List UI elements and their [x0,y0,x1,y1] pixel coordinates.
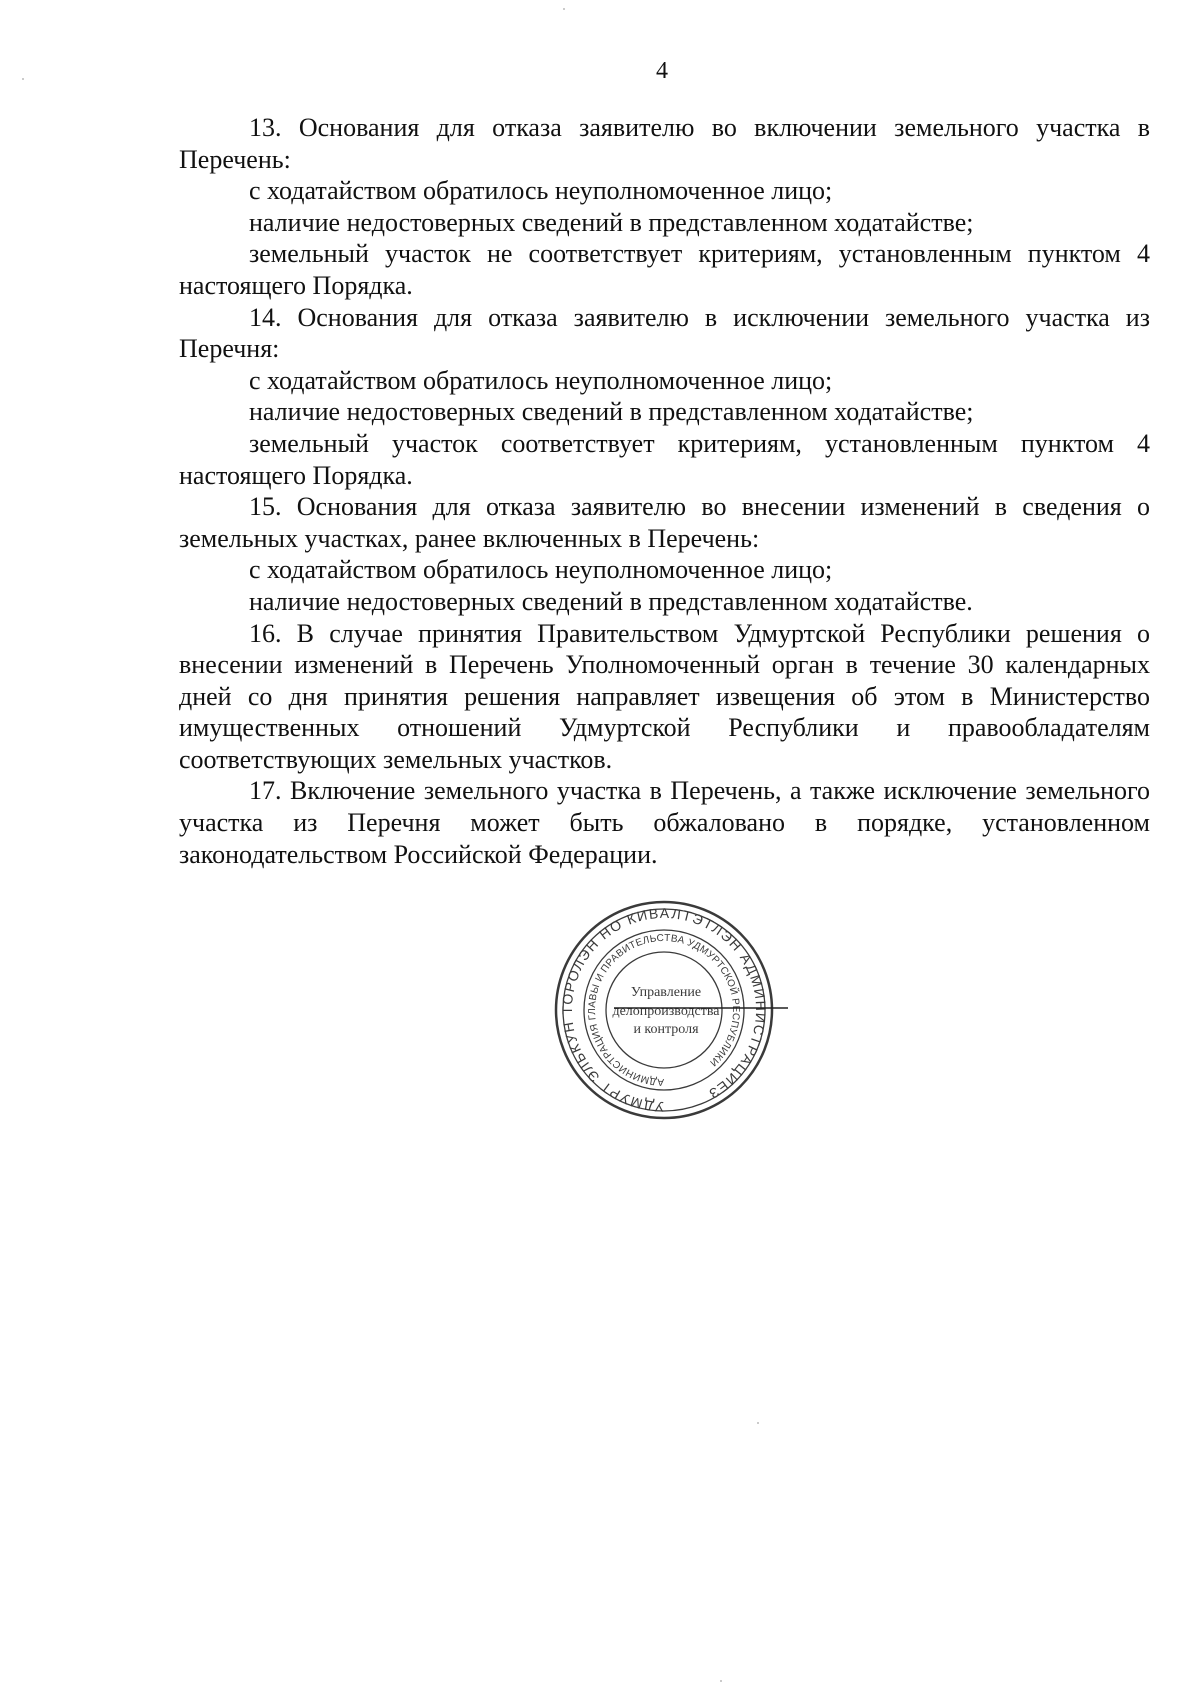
paragraph-14-item-1: с ходатайством обратилось неуполномоченное лицо; [249,365,833,395]
scan-speck [720,1680,722,1682]
official-stamp [536,898,792,1122]
paragraph-13-heading: 13. Основания для отказа заявителю во включении земельного участка в Перечень: [179,113,1150,174]
paragraph-14-heading: 14. Основания для отказа заявителю в исключении земельного участка из Перечня: [179,302,1150,364]
paragraph-16: 16. В случае принятия Правительством Удмуртской Республики решения о внесении изменений в Перечень Уполномоченный орган в течение 30 календарных дней со дня принятия решения направляет извещения об этом в Министерство имущественных отношений Удмуртской Республики и правообладателям соответствующих земельных участков. [179,618,1150,774]
paragraph-14-item-2: наличие недостоверных сведений в представленном ходатайстве; [249,397,974,427]
document-body [179,112,1150,870]
paragraph-13-item-2: наличие недостоверных сведений в представленном ходатайстве; [249,207,974,237]
paragraph-15-heading: 15. Основания для отказа заявителю во внесении изменений в сведения о земельных участках, ранее включенных в Перечень: [179,492,1150,553]
paragraph-13-item-3: земельный участок не соответствует критериям, установленным пунктом 4 настоящего Порядка. [179,239,1150,300]
stamp-center-line-2: делопроизводства [612,1004,720,1019]
scan-speck [563,8,565,10]
paragraph-15-item-1: с ходатайством обратилось неуполномоченное лицо; [249,555,833,585]
scan-speck [757,1422,759,1424]
stamp-center-line-1: Управление [630,985,702,1000]
paragraph-13-item-1: с ходатайством обратилось неуполномоченное лицо; [249,176,833,206]
page-number: 4 [656,58,668,84]
stamp-center-line-3: и контроля [633,1022,699,1037]
scan-speck [22,78,24,80]
paragraph-17: 17. Включение земельного участка в Перечень, а также исключение земельного участка из Перечня может быть обжаловано в порядке, установленном законодательством Российской Федерации. [179,776,1150,869]
paragraph-15-item-2: наличие недостоверных сведений в представленном ходатайстве. [249,586,973,616]
paragraph-14-item-3: земельный участок соответствует критериям, установленным пунктом 4 настоящего Порядка. [179,428,1150,490]
stamp-outer-ring-text: УДМУРТ ЭЛЬКУН ТОРОЛЭН НО КИВАЛТЭТЛЭН АДМИНИСТРАЦИЕЗ [559,904,770,1116]
stamp-inner-ring-text: АДМИНИСТРАЦИЯ ГЛАВЫ И ПРАВИТЕЛЬСТВА УДМУРТСКОЙ РЕСПУБЛИКИ [586,932,742,1088]
